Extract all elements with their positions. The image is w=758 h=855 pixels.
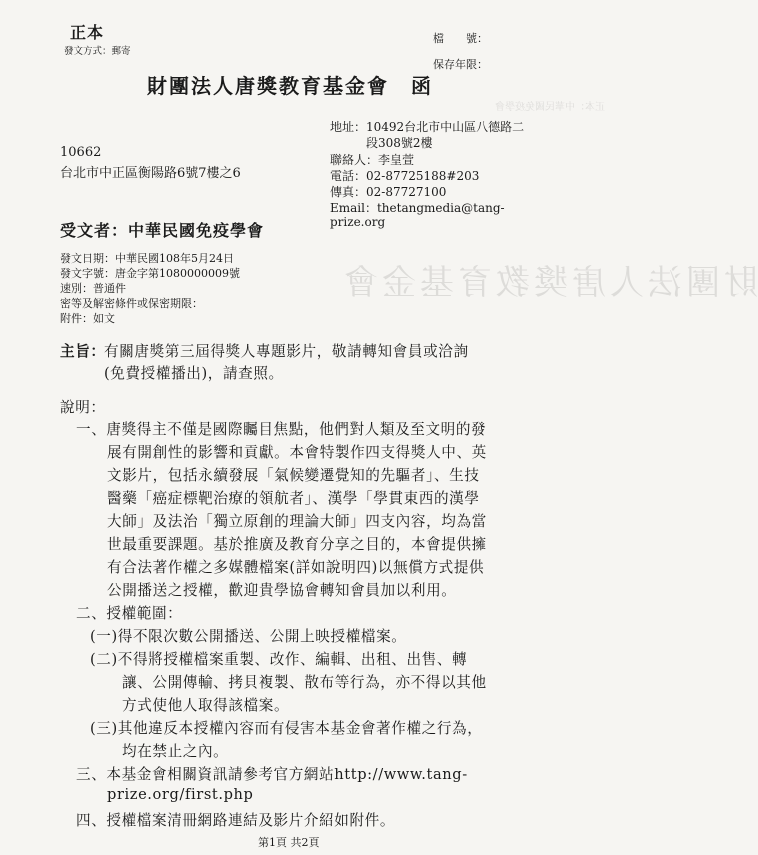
item-one-line-2: 展有開創性的影響和貢獻。本會特製作四支得獎人中、英 bbox=[107, 444, 487, 461]
item-one-line-1: 一、唐獎得主不僅是國際矚目焦點，他們對人類及至文明的發 bbox=[76, 421, 487, 438]
item-one-line-3: 文影片，包括永續發展「氣候變遷覺知的先驅者」、生技 bbox=[107, 467, 480, 484]
security-level: 密等及解密條件或保密期限： bbox=[60, 297, 203, 310]
recipient-postal-code: 10662 bbox=[60, 145, 102, 160]
item-three-line-2: prize.org/first.php bbox=[107, 786, 254, 803]
retention-label: 保存年限： bbox=[433, 58, 488, 71]
item-two-c-line-1: (三)其他違反本授權內容而有侵害本基金會著作權之行為， bbox=[90, 720, 483, 737]
sender-address-cont: 段308號2樓 bbox=[366, 136, 433, 150]
item-two-c-line-2: 均在禁止之內。 bbox=[122, 743, 229, 760]
item-three-line-1: 三、本基金會相關資訊請參考官方網站http://www.tang- bbox=[76, 766, 468, 783]
sender-contact: 聯絡人：李皇萱 bbox=[330, 153, 415, 167]
item-one-line-4: 醫藥「癌症標靶治療的領航者」、漢學「學貫東西的漢學 bbox=[107, 490, 480, 507]
item-two-b-line-2: 讓、公開傳輸、拷貝複製、散布等行為，亦不得以其他 bbox=[122, 674, 487, 691]
copy-mark: 正本 bbox=[70, 23, 105, 42]
item-two-heading: 二、授權範圍： bbox=[76, 605, 183, 622]
item-one-line-6: 世最重要課題。基於推廣及教育分享之目的，本會提供擁 bbox=[107, 536, 487, 553]
delivery-speed: 速別：普通件 bbox=[60, 282, 126, 295]
item-four: 四、授權檔案清冊網路連結及影片介紹如附件。 bbox=[76, 812, 396, 829]
document-title: 財團法人唐獎教育基金會 函 bbox=[147, 74, 433, 98]
recipient-address: 台北市中正區衡陽路6號7樓之6 bbox=[60, 166, 241, 181]
item-one-line-7: 有合法著作權之多媒體檔案(詳如說明四)以無償方式提供 bbox=[107, 559, 485, 576]
sender-email: Email：thetangmedia@tang- bbox=[330, 201, 505, 215]
page-footer: 第1頁 共2頁 bbox=[258, 836, 320, 849]
subject-line-1: 有關唐獎第三屆得獎人專題影片，敬請轉知會員或洽詢 bbox=[104, 343, 469, 360]
bleed-through-header: 正本：中華民國免疫學會 bbox=[495, 102, 605, 113]
sender-address: 地址：10492台北市中山區八德路二 bbox=[330, 120, 525, 134]
send-method: 發文方式：郵寄 bbox=[64, 46, 131, 57]
attachment: 附件：如文 bbox=[60, 312, 115, 325]
bleed-through-title: 財團法人唐獎教育基金會 bbox=[340, 263, 758, 303]
subject-line-2: (免費授權播出)，請查照。 bbox=[104, 365, 284, 382]
item-two-a: (一)得不限次數公開播送、公開上映授權檔案。 bbox=[90, 628, 407, 645]
sender-fax: 傳真：02-87727100 bbox=[330, 185, 447, 199]
addressee: 受文者：中華民國免疫學會 bbox=[60, 221, 265, 240]
item-one-line-8: 公開播送之授權，歡迎貴學協會轉知會員加以利用。 bbox=[107, 582, 457, 599]
sender-phone: 電話：02-87725188#203 bbox=[330, 169, 480, 183]
issue-date: 發文日期：中華民國108年5月24日 bbox=[60, 252, 234, 265]
explanation-label: 說明： bbox=[60, 399, 106, 416]
item-one-line-5: 大師」及法治「獨立原創的理論大師」四支內容，均為當 bbox=[107, 513, 487, 530]
item-two-b-line-1: (二)不得將授權檔案重製、改作、編輯、出租、出售、轉 bbox=[90, 651, 468, 668]
subject-label: 主旨： bbox=[60, 343, 106, 360]
document-number: 發文字號：唐金字第1080000009號 bbox=[60, 267, 240, 280]
item-two-b-line-3: 方式使他人取得該檔案。 bbox=[122, 697, 290, 714]
sender-email-cont: prize.org bbox=[330, 215, 386, 229]
file-number-label: 檔 號： bbox=[433, 32, 488, 45]
